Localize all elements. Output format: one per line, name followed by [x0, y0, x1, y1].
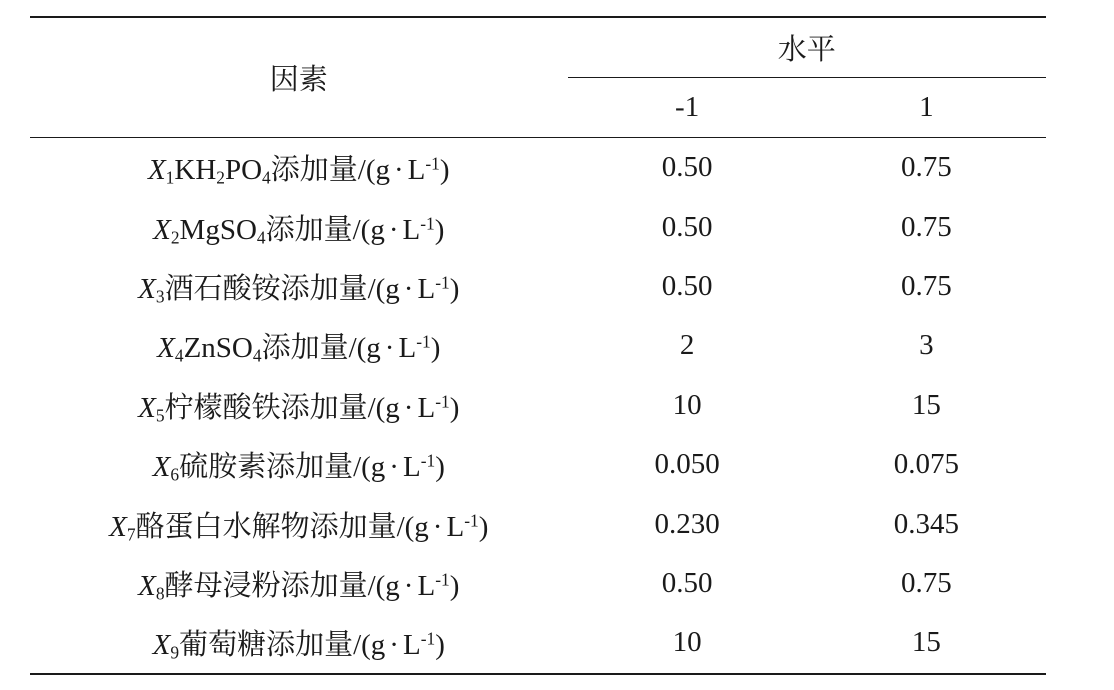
- unit-close: ): [449, 391, 460, 424]
- table-body: [30, 138, 1046, 674]
- factor-name-text: 酒石酸铵添加量: [164, 272, 368, 305]
- factor-name-text: 添加量: [265, 213, 353, 246]
- unit-close: ): [435, 451, 445, 484]
- unit-liter: L: [417, 569, 436, 602]
- unit-exponent: -1: [416, 331, 431, 352]
- factor-cell: [30, 554, 568, 613]
- factor-cell: [30, 613, 568, 673]
- factor-cell: [30, 435, 568, 494]
- level-low-value: 0.050: [654, 448, 720, 481]
- unit-exponent: -1: [420, 213, 435, 234]
- unit-close: ): [478, 510, 489, 543]
- unit-close: ): [439, 154, 450, 187]
- factor-name-text: 柠檬酸铁添加量: [164, 391, 368, 424]
- factor-name-text: 酵母浸粉添加量: [164, 569, 368, 602]
- header-level-group: 水平: [568, 17, 1046, 78]
- factor-name-text: ZnSO: [183, 332, 253, 365]
- unit-prefix: /(g: [367, 391, 400, 424]
- factor-cell: [30, 197, 568, 256]
- unit-liter: L: [417, 272, 436, 305]
- table-row: [30, 376, 1046, 435]
- unit-exponent: -1: [435, 569, 450, 590]
- unit-close: ): [435, 629, 445, 662]
- level-low-value: 0.50: [661, 269, 713, 302]
- unit-exponent: -1: [425, 153, 440, 174]
- unit-liter: L: [417, 391, 436, 424]
- level-low-value: 0.50: [661, 210, 713, 243]
- factor-variable: X: [157, 332, 175, 365]
- level-high-value: 0.75: [901, 566, 952, 599]
- level-high-value: 0.75: [901, 151, 952, 184]
- level-high-value: 3: [919, 329, 934, 362]
- unit-close: ): [434, 213, 445, 246]
- factor-name-text: 葡萄糖添加量: [179, 629, 354, 662]
- unit-close: ): [449, 272, 460, 305]
- unit-prefix: /(g: [357, 154, 390, 187]
- factor-variable-index: 6: [170, 464, 180, 485]
- factor-cell: [30, 316, 568, 375]
- factor-variable-index: 8: [155, 583, 165, 604]
- factor-variable: X: [138, 569, 156, 602]
- level-high-value: 15: [807, 613, 1046, 673]
- factor-variable-index: 9: [170, 642, 180, 663]
- factor-name-subscript: 4: [262, 167, 271, 188]
- level-low-value: 10: [672, 388, 702, 421]
- unit-dot: ·: [432, 510, 443, 543]
- factor-variable: X: [109, 510, 127, 543]
- level-high-value: 0.75: [901, 210, 952, 243]
- level-low-value: 0.230: [654, 507, 720, 540]
- factor-variable: X: [147, 154, 166, 187]
- table-row: [30, 494, 1046, 553]
- factor-variable: X: [153, 213, 171, 246]
- factor-cell: [30, 138, 568, 198]
- unit-prefix: /(g: [396, 510, 429, 543]
- unit-exponent: -1: [435, 272, 450, 293]
- table-row: [30, 257, 1046, 316]
- unit-liter: L: [402, 629, 421, 662]
- factor-name-text: 硫胺素添加量: [179, 451, 354, 484]
- unit-dot: ·: [403, 569, 414, 602]
- factor-name-subscript: 4: [252, 345, 262, 366]
- factor-name-text: 添加量: [261, 332, 349, 365]
- unit-dot: ·: [403, 272, 414, 305]
- factor-variable: X: [138, 272, 156, 305]
- factor-variable-index: 3: [155, 286, 165, 307]
- unit-dot: ·: [393, 154, 404, 187]
- unit-dot: ·: [384, 332, 395, 365]
- unit-prefix: /(g: [353, 451, 386, 484]
- factor-variable-index: 1: [165, 167, 175, 188]
- table-header: [30, 17, 1046, 138]
- unit-liter: L: [407, 154, 426, 187]
- unit-liter: L: [398, 332, 417, 365]
- unit-liter: L: [402, 213, 421, 246]
- unit-dot: ·: [403, 391, 414, 424]
- factor-variable: X: [152, 629, 171, 662]
- level-low-value: 0.50: [661, 151, 713, 184]
- unit-liter: L: [446, 510, 465, 543]
- table-row: [30, 316, 1046, 375]
- unit-prefix: /(g: [367, 272, 400, 305]
- factor-name-text: KH: [174, 154, 217, 187]
- level-high-value: 0.075: [893, 448, 959, 481]
- factor-level-table: [30, 16, 1046, 675]
- factor-name-subscript: 2: [216, 167, 225, 188]
- factor-cell: [30, 257, 568, 316]
- unit-close: ): [449, 569, 460, 602]
- unit-exponent: -1: [464, 509, 479, 530]
- unit-prefix: /(g: [352, 213, 385, 246]
- table-row: [30, 138, 1046, 198]
- unit-dot: ·: [388, 213, 399, 246]
- table-row: [30, 435, 1046, 494]
- unit-dot: ·: [389, 451, 399, 484]
- factor-cell: [30, 494, 568, 553]
- unit-exponent: -1: [435, 391, 450, 412]
- level-high-value: 0.345: [893, 507, 959, 540]
- factor-variable-index: 2: [170, 226, 180, 247]
- level-high-value: 15: [911, 388, 941, 421]
- factor-variable-index: 5: [155, 405, 165, 426]
- factor-name-text: PO: [224, 154, 263, 187]
- factor-name-subscript: 4: [256, 226, 266, 247]
- table-row: [30, 613, 1046, 673]
- header-level-low: -1: [568, 78, 807, 138]
- unit-exponent: -1: [420, 628, 436, 649]
- factor-cell: [30, 376, 568, 435]
- table-row: [30, 554, 1046, 613]
- factor-variable-index: 4: [174, 345, 184, 366]
- level-low-value: 0.50: [661, 566, 713, 599]
- factor-name-text: 酪蛋白水解物添加量: [135, 510, 397, 543]
- unit-dot: ·: [389, 629, 399, 662]
- unit-liter: L: [402, 451, 421, 484]
- level-low-value: 10: [568, 613, 807, 673]
- unit-prefix: /(g: [348, 332, 381, 365]
- level-high-value: 0.75: [901, 269, 952, 302]
- header-factor: 因素: [30, 17, 568, 138]
- table-row: [30, 197, 1046, 256]
- unit-prefix: /(g: [367, 569, 400, 602]
- factor-name-text: MgSO: [179, 213, 257, 246]
- level-low-value: 2: [679, 329, 695, 362]
- header-level-high: 1: [807, 78, 1046, 138]
- factor-variable: X: [152, 451, 171, 484]
- factor-variable-index: 7: [126, 523, 136, 544]
- factor-variable: X: [138, 391, 156, 424]
- unit-prefix: /(g: [353, 629, 386, 662]
- unit-close: ): [430, 332, 441, 365]
- unit-exponent: -1: [420, 450, 436, 471]
- factor-name-text: 添加量: [270, 154, 358, 187]
